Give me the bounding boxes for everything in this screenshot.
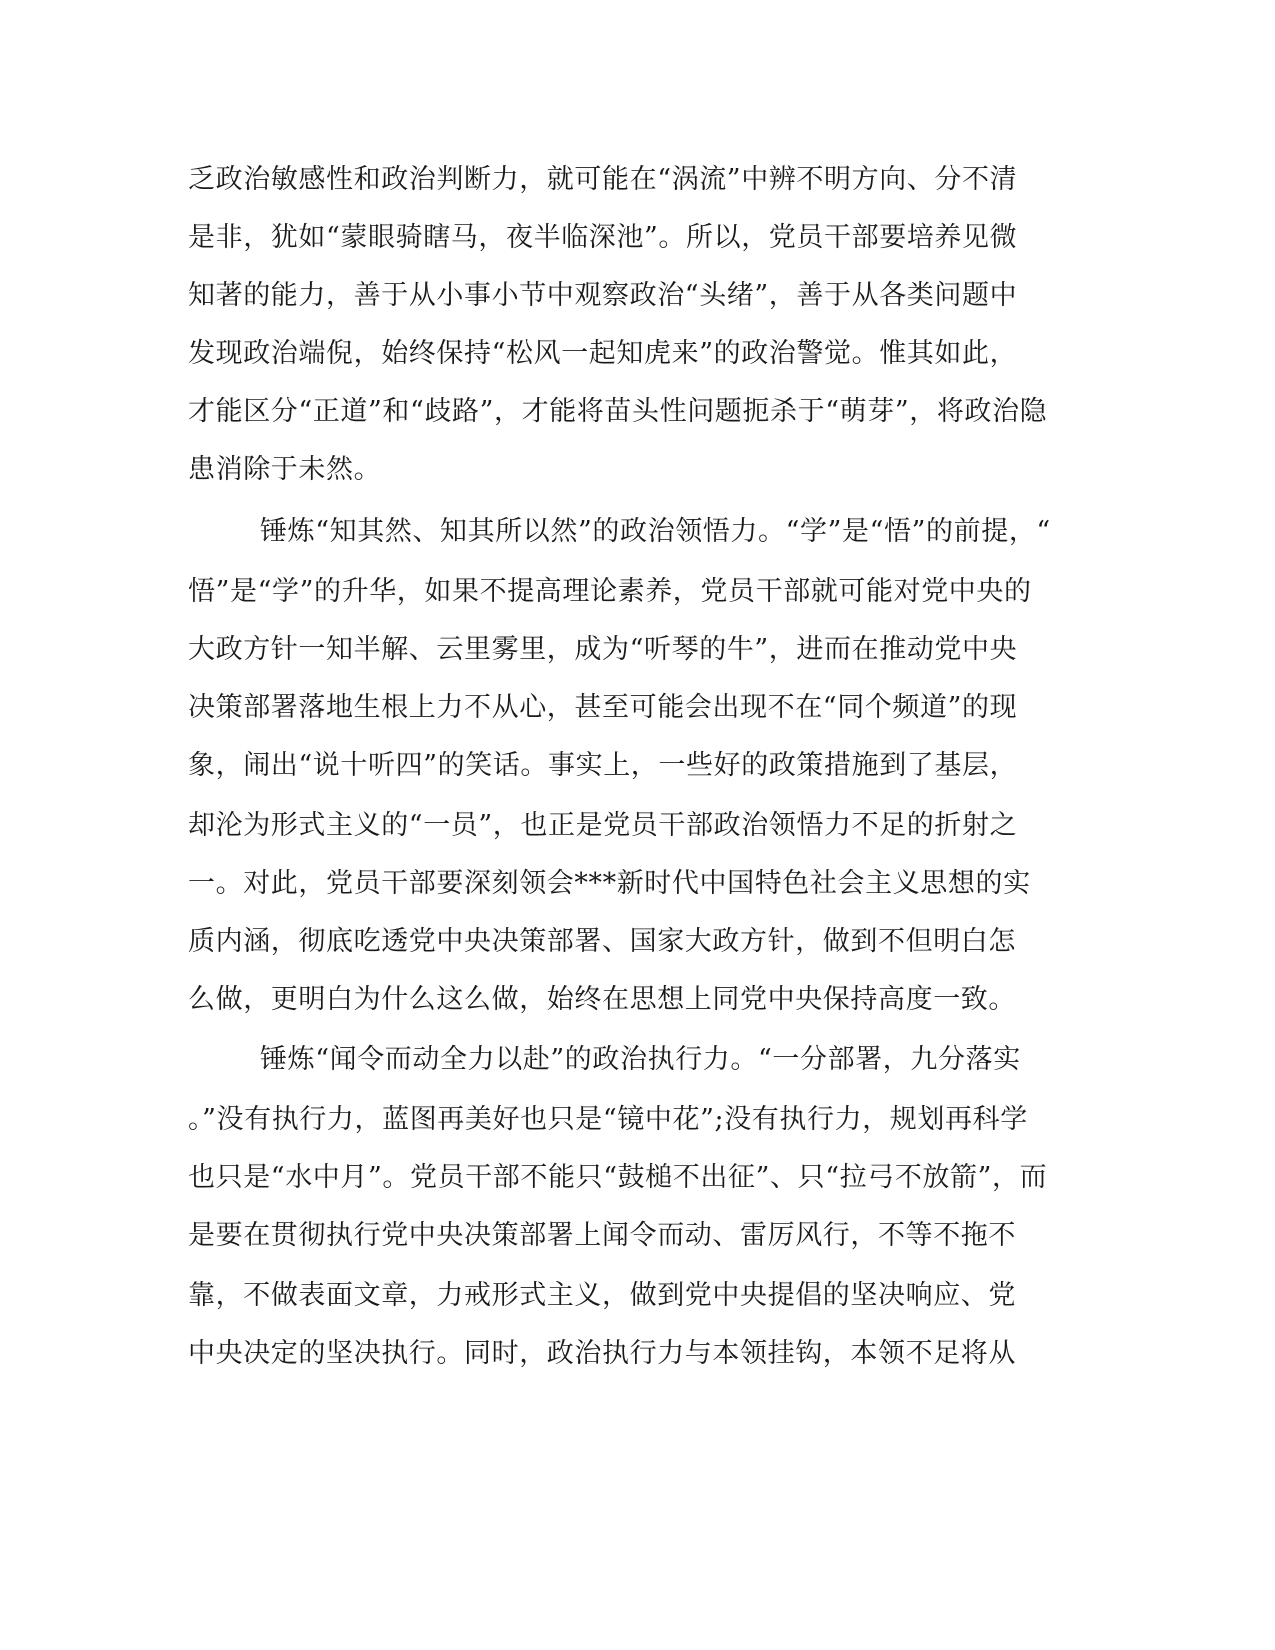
text-line-15: 么做，更明白为什么这么做，始终在思想上同党中央保持高度一致。 — [188, 984, 1016, 1015]
text-line-20: 靠，不做表面文章，力戒形式主义，做到党中央提倡的坚决响应、党 — [188, 1280, 1016, 1311]
text-line-13: 一。对此，党员干部要深刻领会***新时代中国特色社会主义思想的实 — [188, 868, 1031, 899]
text-line-10: 决策部署落地生根上力不从心，甚至可能会出现不在“同个频道”的现 — [188, 692, 1018, 723]
text-line-16: 锤炼“闻令而动全力以赴”的政治执行力。“一分部署，九分落实 — [260, 1044, 1021, 1075]
text-line-3: 知著的能力，善于从小事小节中观察政治“头绪”，善于从各类问题中 — [188, 280, 1018, 311]
text-line-7: 锤炼“知其然、知其所以然”的政治领悟力。“学”是“悟”的前提，“ — [260, 516, 1051, 547]
text-line-14: 质内涵，彻底吃透党中央决策部署、国家大政方针，做到不但明白怎 — [188, 926, 1016, 957]
text-line-2: 是非，犹如“蒙眼骑瞎马，夜半临深池”。所以，党员干部要培养见微 — [188, 222, 1018, 253]
text-line-5: 才能区分“正道”和“歧路”，才能将苗头性问题扼杀于“萌芽”，将政治隐 — [188, 396, 1048, 427]
text-line-12: 却沦为形式主义的“一员”，也正是党员干部政治领悟力不足的折射之 — [188, 810, 1018, 841]
text-line-19: 是要在贯彻执行党中央决策部署上闻令而动、雷厉风行，不等不拖不 — [188, 1220, 1016, 1251]
text-line-11: 象，闹出“说十听四”的笑话。事实上，一些好的政策措施到了基层， — [188, 750, 1018, 781]
text-line-6: 患消除于未然。 — [188, 454, 382, 485]
text-line-21: 中央决定的坚决执行。同时，政治执行力与本领挂钩，本领不足将从 — [188, 1338, 1016, 1369]
text-line-8: 悟”是“学”的升华，如果不提高理论素养，党员干部就可能对党中央的 — [188, 576, 1032, 607]
text-line-9: 大政方针一知半解、云里雾里，成为“听琴的牛”，进而在推动党中央 — [188, 634, 1018, 665]
text-line-1: 乏政治敏感性和政治判断力，就可能在“涡流”中辨不明方向、分不清 — [188, 164, 1018, 195]
text-line-4: 发现政治端倪，始终保持“松风一起知虎来”的政治警觉。惟其如此， — [188, 338, 1018, 369]
text-line-17: 。”没有执行力，蓝图再美好也只是“镜中花”;没有执行力，规划再科学 — [188, 1104, 1028, 1135]
text-line-18: 也只是“水中月”。党员干部不能只“鼓槌不出征”、只“拉弓不放箭”，而 — [188, 1162, 1048, 1193]
